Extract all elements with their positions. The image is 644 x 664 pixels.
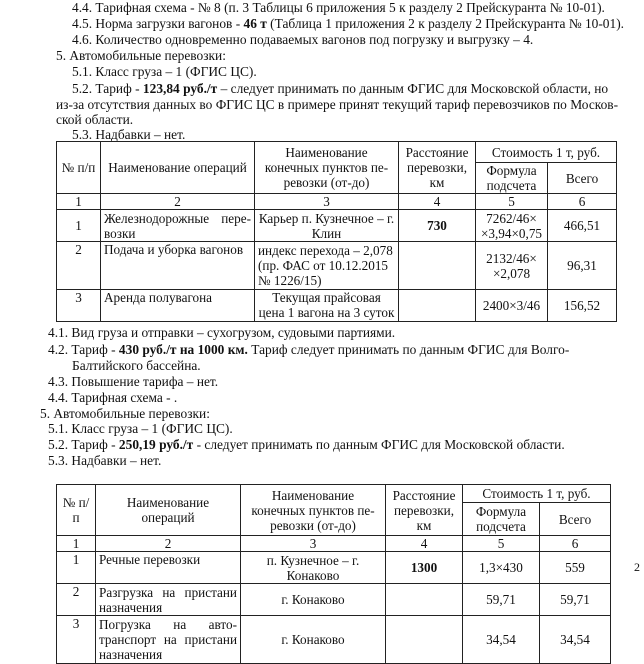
table-row: 1 Железнодорожные пере-возки Карьер п. Кузнечное – г. Клин 730 7262/46× ×3,94×0,75 466,51 (57, 210, 617, 242)
header-num: № п/п (57, 485, 96, 536)
line-5-2: 5.2. Тариф - 123,84 руб./т – следует принимать по данным ФГИС для Московской области, но (72, 81, 609, 96)
header-cost: Стоимость 1 т, руб. (463, 485, 611, 503)
edge-page-number: 2 (634, 560, 640, 574)
line-4-6: 4.6. Количество одновременно подаваемых вагонов под погрузку и выгрузку – 4. (72, 32, 534, 47)
line-4-2-cont: Балтийского бассейна. (72, 358, 201, 373)
line-5-3: 5.3. Надбавки – нет. (72, 127, 186, 142)
header-formula: Формула подсчета (463, 503, 540, 536)
table-row: 1 Речные перевозки п. Кузнечное – г. Конаково 1300 1,3×430 559 (57, 552, 611, 584)
line-5-2b: 5.2. Тариф - 250,19 руб./т - следует принимать по данным ФГИС для Московской области. (48, 437, 565, 452)
line-5-2-cont2: ской области. (56, 112, 134, 127)
line-5: 5. Автомобильные перевозки: (56, 48, 226, 63)
line-4-4: 4.4. Тарифная схема - № 8 (п. 3 Таблицы 6 приложения 5 к разделу 2 Прейскуранта № 10-01). (72, 0, 605, 15)
table-row: 3 Погрузка на авто-транспорт на пристани назначения г. Конаково 34,54 34,54 (57, 616, 611, 664)
header-cost: Стоимость 1 т, руб. (476, 142, 617, 163)
table-row: 2 Подача и уборка вагонов индекс перехода – 2,078 (пр. ФАС от 10.12.2015 № 1226/15) 2132/46× ×2,078 96,31 (57, 242, 617, 290)
header-num: № п/п (57, 142, 101, 194)
header-distance: Расстояние перевозки, км (386, 485, 463, 536)
line-5-2-cont1: из-за отсутствия данных во ФГИС ЦС в примере принят текущий тариф перевозчиков по Москов- (56, 97, 619, 112)
header-distance: Расстояние перевозки, км (399, 142, 476, 194)
header-formula: Формула подсчета (476, 163, 548, 194)
line-4-4b: 4.4. Тарифная схема - . (48, 390, 178, 405)
header-total: Всего (548, 163, 617, 194)
line-4-1: 4.1. Вид груза и отправки – сухогрузом, судовыми партиями. (48, 325, 396, 340)
line-5-3b: 5.3. Надбавки – нет. (48, 453, 162, 468)
line-5-1: 5.1. Класс груза – 1 (ФГИС ЦС). (72, 64, 257, 79)
line-5-1b: 5.1. Класс груза – 1 (ФГИС ЦС). (48, 421, 233, 436)
index-row: 1 2 3 4 5 6 (57, 194, 617, 210)
header-points: Наименование конечных пунктов пе-ревозки (от-до) (255, 142, 399, 194)
line-5b: 5. Автомобильные перевозки: (40, 406, 210, 421)
table-row: 2 Разгрузка на пристани назначения г. Конаково 59,71 59,71 (57, 584, 611, 616)
table-row: 3 Аренда полувагона Текущая прайсовая цена 1 вагона на 3 суток 2400×3/46 156,52 (57, 290, 617, 322)
line-4-2: 4.2. Тариф - 430 руб./т на 1000 км. Тариф следует принимать по данным ФГИС для Волго- (48, 342, 570, 357)
header-operations: Наименование операций (96, 485, 241, 536)
line-4-5: 4.5. Норма загрузки вагонов - 46 т (Таблица 1 приложения 2 к разделу 2 Прейскуранта № 10-01). (72, 16, 624, 31)
header-points: Наименование конечных пунктов пе-ревозки (от-до) (241, 485, 386, 536)
line-4-3: 4.3. Повышение тарифа – нет. (48, 374, 219, 389)
header-total: Всего (540, 503, 611, 536)
header-operations: Наименование операций (101, 142, 255, 194)
cost-table-2 (56, 484, 611, 664)
cost-table-1 (56, 141, 617, 322)
index-row: 1 2 3 4 5 6 (57, 536, 611, 552)
